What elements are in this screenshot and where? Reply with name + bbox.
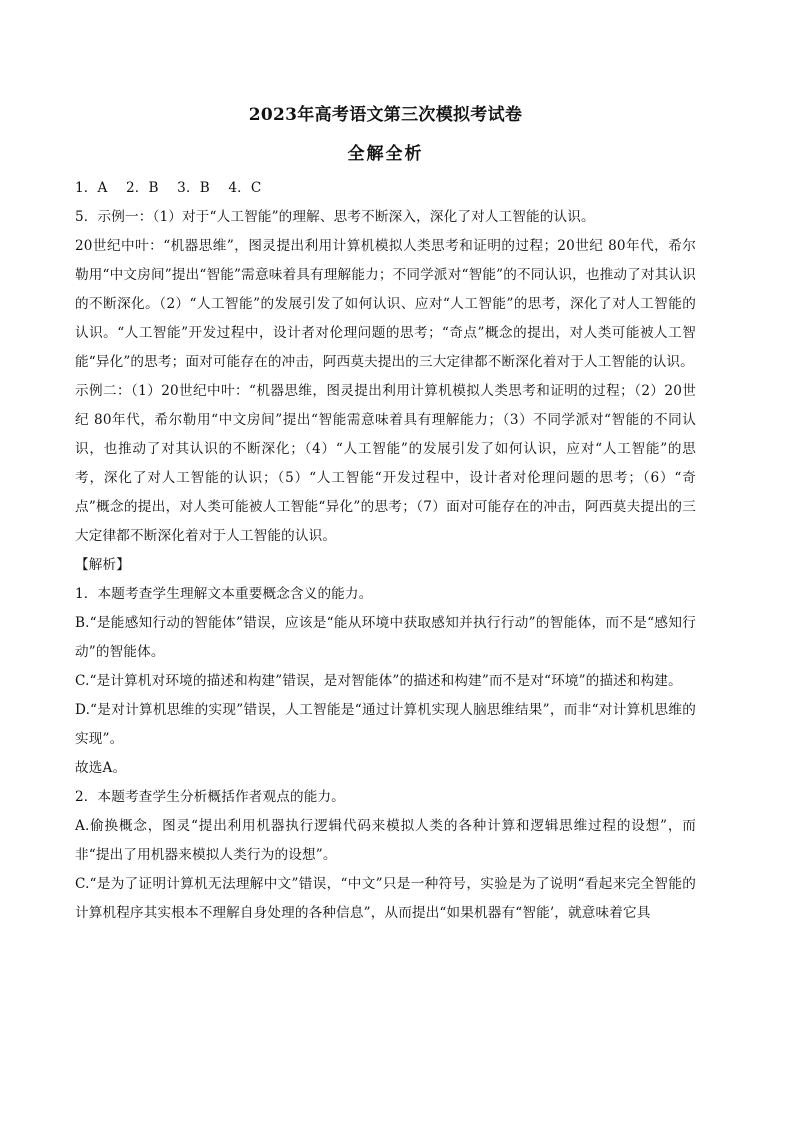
document-title: 2023年高考语文第三次模拟考试卷: [248, 105, 523, 125]
answer-q2: 2．B: [126, 180, 159, 196]
analysis-q2-intro: 2．本题考查学生分析概括作者观点的能力。: [75, 789, 345, 805]
document-body: [75, 174, 696, 928]
answer-q3: 3．B: [177, 180, 210, 196]
answer-5-example-1-body: 20世纪中叶：“机器思维”，图灵提出利用计算机模拟人类思考和证明的过程；20世纪 80年代，希尔勒用“中文房间”提出“智能”需意味着具有理解能力；不同学派对“智能”的不同认识，也推动了对其认识的不断深化。（2）“人工智能”的发展引发了如何认识、应对“人工智能”的思考，深化了对人工智能的认识。“人工智能”开发过程中，设计者对伦理问题的思考；“奇点”概念的提出，对人类可能被人工智能“异化”的思考；面对可能存在的冲击，阿西莫夫提出的三大定律都不断深化着对于人工智能的认识。: [75, 238, 696, 370]
analysis-q1-conclusion: 故选A。: [75, 760, 127, 776]
answer-5-example-1-intro: 5．示例一：（1）对于“人工智能”的理解、思考不断深入，深化了对人工智能的认识。: [75, 209, 595, 225]
answer-q1: 1．A: [75, 180, 108, 196]
answer-key-line: [75, 174, 696, 203]
answer-q4: 4．C: [228, 180, 262, 196]
analysis-q1-option-c: C.“是计算机对环境的描述和构建”错误，是对智能体”的描述和构建”而不是对“环境”的描述和构建。: [75, 673, 682, 689]
document-subtitle: 全解全析: [347, 144, 424, 164]
analysis-q1-option-d: D.“是对计算机思维的实现”错误，人工智能是“通过计算机实现人脑思维结果”，而非“对计算机思维的实现”。: [75, 702, 696, 747]
analysis-q2-option-c: C.“是为了证明计算机无法理解中文”错误，“中文”只是一种符号，实验是为了说明“看起来完全智能的计算机程序其实根本不理解自身处理的各种信息”，从而提出“如果机器有“智能’，就意味着它具: [75, 876, 696, 921]
analysis-header: 【解析】: [75, 557, 130, 573]
analysis-q1-intro: 1．本题考查学生理解文本重要概念含义的能力。: [75, 586, 373, 602]
analysis-q1-option-b: B.“是能感知行动的智能体”错误，应该是“能从环境中获取感知并执行行动”的智能体，而不是“感知行动”的智能体。: [75, 615, 696, 660]
answer-5-example-2: 示例二：（1）20世纪中叶：“机器思维，图灵提出利用计算机模拟人类思考和证明的过程；（2）20世纪 80年代，希尔勒用“中文房间”提出“智能需意味着具有理解能力；（3）不同学派对“智能的不同认识，也推动了对其认识的不断深化；（4）“人工智能”的发展引发了如何认识，应对“人工智能”的思考，深化了对人工智能的认识；（5）“人工智能“开发过程中，设计者对伦理问题的思考；（6）“奇点”概念的提出，对人类可能被人工智能“异化”的思考；（7）面对可能存在的冲击，阿西莫夫提出的三大定律都不断深化着对于人工智能的认识。: [75, 383, 696, 544]
analysis-q2-option-a: A.偷换概念，图灵“提出利用机器执行逻辑代码来模拟人类的各种计算和逻辑思维过程的设想”，而非“提出了用机器来模拟人类行为的设想”。: [75, 818, 696, 863]
